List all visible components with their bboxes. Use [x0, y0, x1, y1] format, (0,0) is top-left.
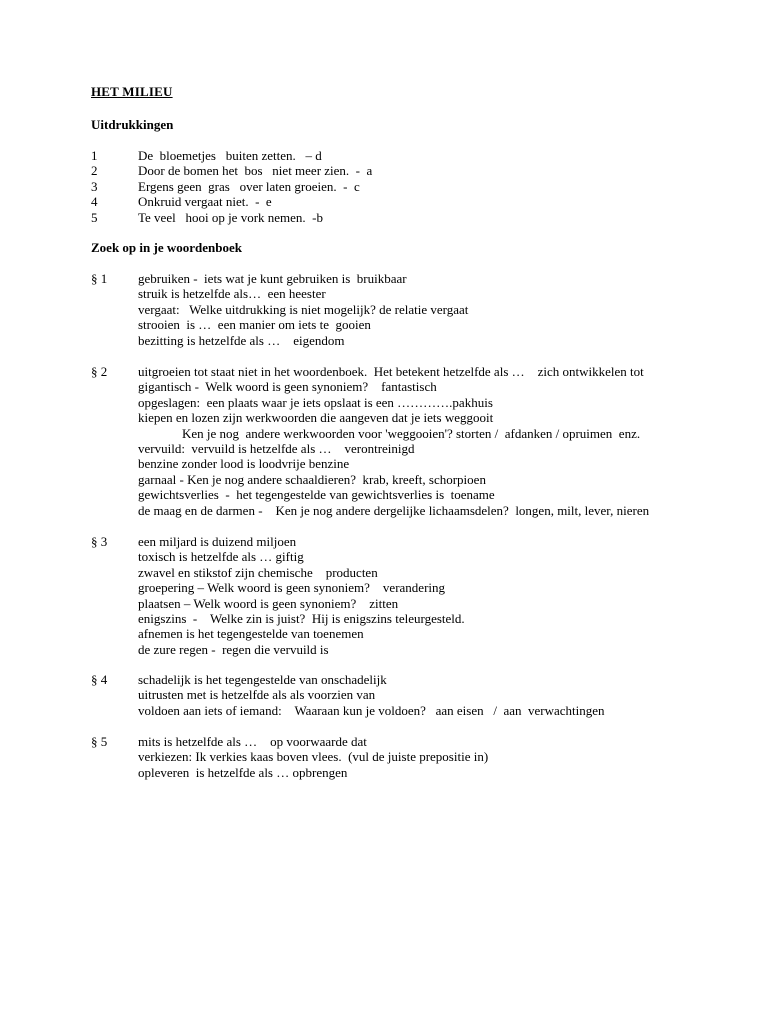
expression-number: 4	[91, 194, 98, 210]
expression-number: 5	[91, 209, 98, 225]
section-line: bezitting is hetzelfde als … eigendom	[138, 332, 345, 348]
section-line: groepering – Welk woord is geen synoniem? verandering	[138, 580, 446, 596]
section-line: mits is hetzelfde als … op voorwaarde dat	[138, 734, 367, 749]
expression-text: De bloemetjes buiten zetten. – d	[138, 148, 322, 163]
section-line: strooien is … een manier om iets te gooien	[138, 317, 371, 333]
section-line: enigszins - Welke zin is juist? Hij is enigszins teleurgesteld.	[138, 610, 465, 626]
section-line: gewichtsverlies - het tegengestelde van gewichtsverlies is toename	[138, 487, 495, 503]
section-line: uitrusten met is hetzelfde als als voorzien van	[138, 687, 376, 703]
section-lines	[138, 364, 649, 518]
expression-text: Te veel hooi op je vork nemen. -b	[138, 209, 324, 225]
section-line: de maag en de darmen - Ken je nog andere dergelijke lichaamsdelen? longen, milt, lever, nieren	[138, 502, 650, 518]
section-lines	[138, 672, 605, 718]
expression-number: 1	[91, 148, 98, 163]
section-lines	[138, 534, 465, 657]
expression-text: Door de bomen het bos niet meer zien. - a	[138, 163, 373, 179]
section-line: Ken je nog andere werkwoorden voor 'weggooien'? storten / afdanken / opruimen enz.	[182, 425, 641, 441]
section-line: voldoen aan iets of iemand: Waaraan kun je voldoen? aan eisen / aan verwachtingen	[138, 702, 605, 718]
section-line: kiepen en lozen zijn werkwoorden die aangeven dat je iets weggooit	[138, 410, 494, 426]
expression-number: 2	[91, 163, 98, 179]
section-line: vergaat: Welke uitdrukking is niet mogelijk? de relatie vergaat	[138, 301, 469, 317]
section-line: verkiezen: Ik verkies kaas boven vlees. (vul de juiste prepositie in)	[138, 749, 489, 765]
section-line: toxisch is hetzelfde als … giftig	[138, 549, 304, 565]
section-label: § 2	[91, 364, 108, 379]
section-line: garnaal - Ken je nog andere schaaldieren? krab, kreeft, schorpioen	[138, 471, 486, 487]
section-line: struik is hetzelfde als… een heester	[138, 286, 326, 302]
section-line: benzine zonder lood is loodvrije benzine	[138, 456, 350, 472]
section-line: een miljard is duizend miljoen	[138, 534, 297, 549]
section-line: afnemen is het tegengestelde van toenemen	[138, 626, 364, 642]
expression-text: Ergens geen gras over laten groeien. - c	[138, 178, 360, 194]
section-label: § 4	[91, 672, 108, 687]
section-line: de zure regen - regen die vervuild is	[138, 641, 329, 657]
section-line: schadelijk is het tegengestelde van onschadelijk	[138, 672, 387, 687]
section-lines	[138, 734, 488, 780]
section-line: plaatsen – Welk woord is geen synoniem? zitten	[138, 595, 399, 611]
expression-number: 3	[91, 178, 98, 194]
section-label: § 5	[91, 734, 108, 749]
section-line: gigantisch - Welk woord is geen synoniem? fantastisch	[138, 379, 437, 395]
section-lines	[138, 271, 468, 348]
section-line: gebruiken - iets wat je kunt gebruiken is bruikbaar	[138, 271, 407, 286]
expressions-heading: Uitdrukkingen	[91, 117, 174, 132]
lookup-heading: Zoek op in je woordenboek	[91, 240, 242, 255]
section-line: opleveren is hetzelfde als … opbrengen	[138, 764, 348, 780]
section-line: zwavel en stikstof zijn chemische producten	[138, 564, 378, 580]
section-line: vervuild: vervuild is hetzelfde als … verontreinigd	[138, 440, 415, 456]
section-label: § 1	[91, 271, 108, 286]
expression-text: Onkruid vergaat niet. - e	[138, 194, 272, 210]
section-line: uitgroeien tot staat niet in het woordenboek. Het betekent hetzelfde als … zich ontwikkelen tot	[138, 364, 644, 379]
section-line: opgeslagen: een plaats waar je iets opslaat is een ………….pakhuis	[138, 394, 493, 410]
section-label: § 3	[91, 534, 108, 549]
page-title: HET MILIEU	[91, 84, 173, 99]
